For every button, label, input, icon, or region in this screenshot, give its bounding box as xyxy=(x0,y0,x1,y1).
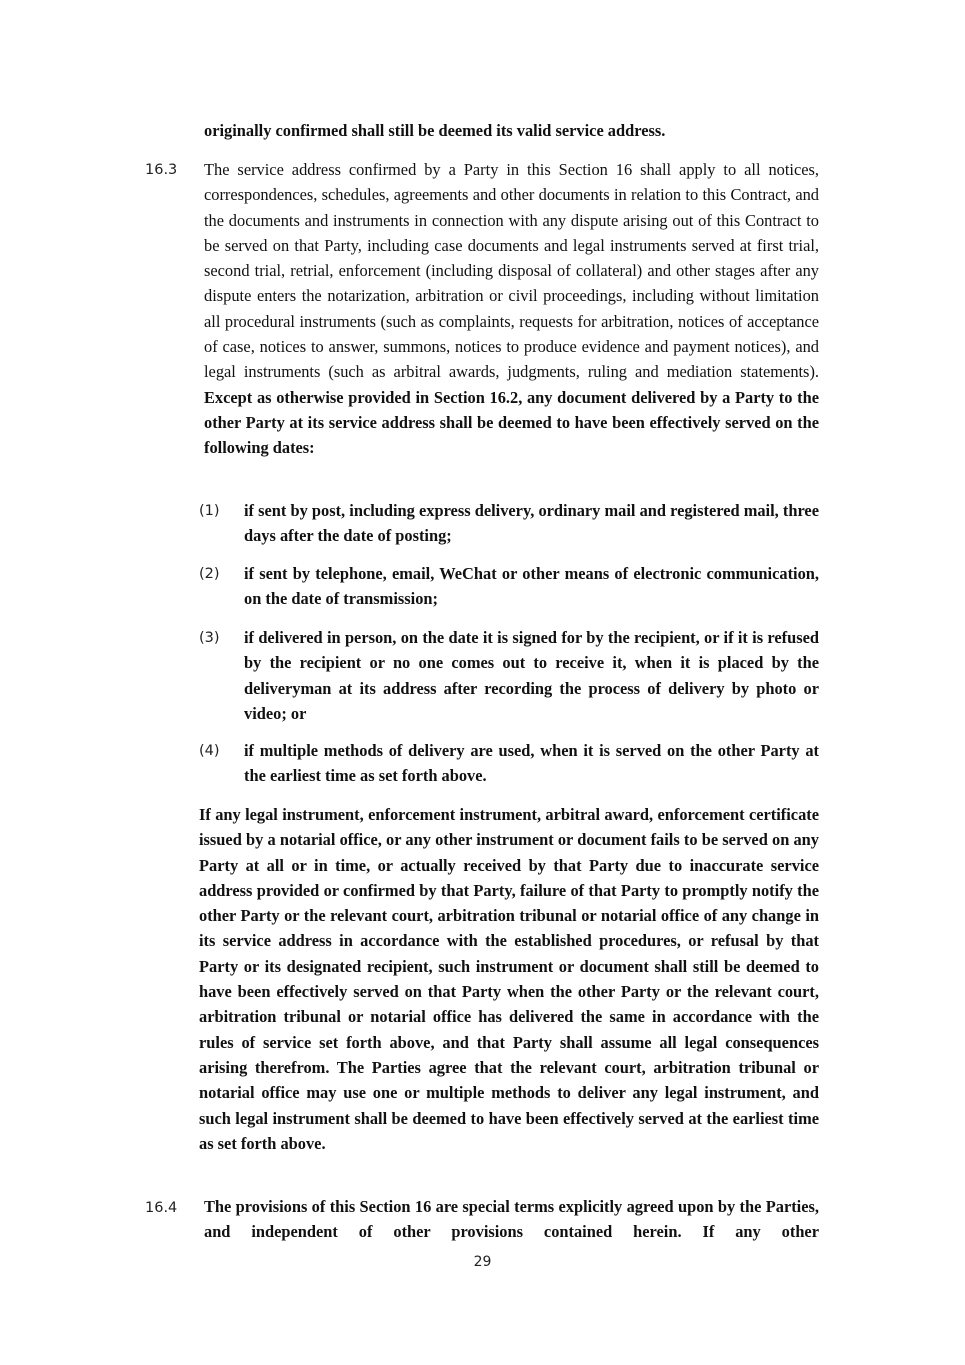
list-item-number: (1) xyxy=(199,503,220,519)
section-16-3-regular-text: The service address confirmed by a Party in this Section 16 shall apply to all notices, correspondences, schedules, agreements and other documents in relation to this Contract, and the documents and instruments in connection with any dispute arising out of this Contract to be served on that Party, including case documents and legal instruments served at first trial, second trial, retrial, enforcement (including disposal of collateral) and other stages after any dispute enters the notarization, arbitration or civil proceedings, including without limitation all procedural instruments (such as complaints, requests for arbitration, notices of acceptance of case, notices to answer, summons, notices to produce evidence and payment notices), and legal instruments (such as arbitral awards, judgments, ruling and mediation statements). xyxy=(204,160,819,382)
list-item-text: if sent by post, including express delivery, ordinary mail and registered mail, three days after the date of posting; xyxy=(244,501,819,546)
section-number: 16.3 xyxy=(145,162,178,178)
list-item-number: (2) xyxy=(199,566,220,582)
page-number: 29 xyxy=(473,1254,492,1270)
section-16-3-bold-text: Except as otherwise provided in Section 16.2, any document delivered by a Party to the other Party at its service address shall be deemed to have been effectively served on the following dates: xyxy=(204,387,819,458)
closing-paragraph: If any legal instrument, enforcement instrument, arbitral award, enforcement certificate issued by a notarial office, or any other instrument or document fails to be served on any Party at all or in time, or actually received by that Party due to inaccurate service address provided or confirmed by that Party, failure of that Party to promptly notify the other Party or the relevant court, arbitration tribunal or notarial office of any change in its service address in accordance with the established procedures, or refusal by that Party or its designated recipient, such instrument or document shall still be deemed to have been effectively served on that Party when the other Party or the relevant court, arbitration tribunal or notarial office has delivered the same in accordance with the rules of service set forth above, and that Party shall assume all legal consequences arising therefrom. The Parties agree that the relevant court, arbitration tribunal or notarial office may use one or multiple methods to deliver any legal instrument, and such legal instrument shall be deemed to have been effectively served at the earliest time as set forth above. xyxy=(199,805,819,1153)
section-16-3-paragraph xyxy=(204,157,819,461)
list-item-text: if multiple methods of delivery are used, when it is served on the other Party at the earliest time as set forth above. xyxy=(244,741,819,786)
list-item-text: if sent by telephone, email, WeChat or other means of electronic communication, on the date of transmission; xyxy=(244,564,819,609)
continued-paragraph: originally confirmed shall still be deemed its valid service address. xyxy=(204,121,666,140)
list-item-number: (3) xyxy=(199,630,220,646)
section-16-4-paragraph: The provisions of this Section 16 are special terms explicitly agreed upon by the Parties, and independent of other provisions contained herein. If any other xyxy=(204,1197,819,1242)
section-number: 16.4 xyxy=(145,1200,178,1216)
list-item-text: if delivered in person, on the date it is signed for by the recipient, or if it is refused by the recipient or no one comes out to receive it, when it is placed by the deliveryman at its address after recording the process of delivery by photo or video; or xyxy=(244,628,819,723)
list-item-number: (4) xyxy=(199,743,220,759)
